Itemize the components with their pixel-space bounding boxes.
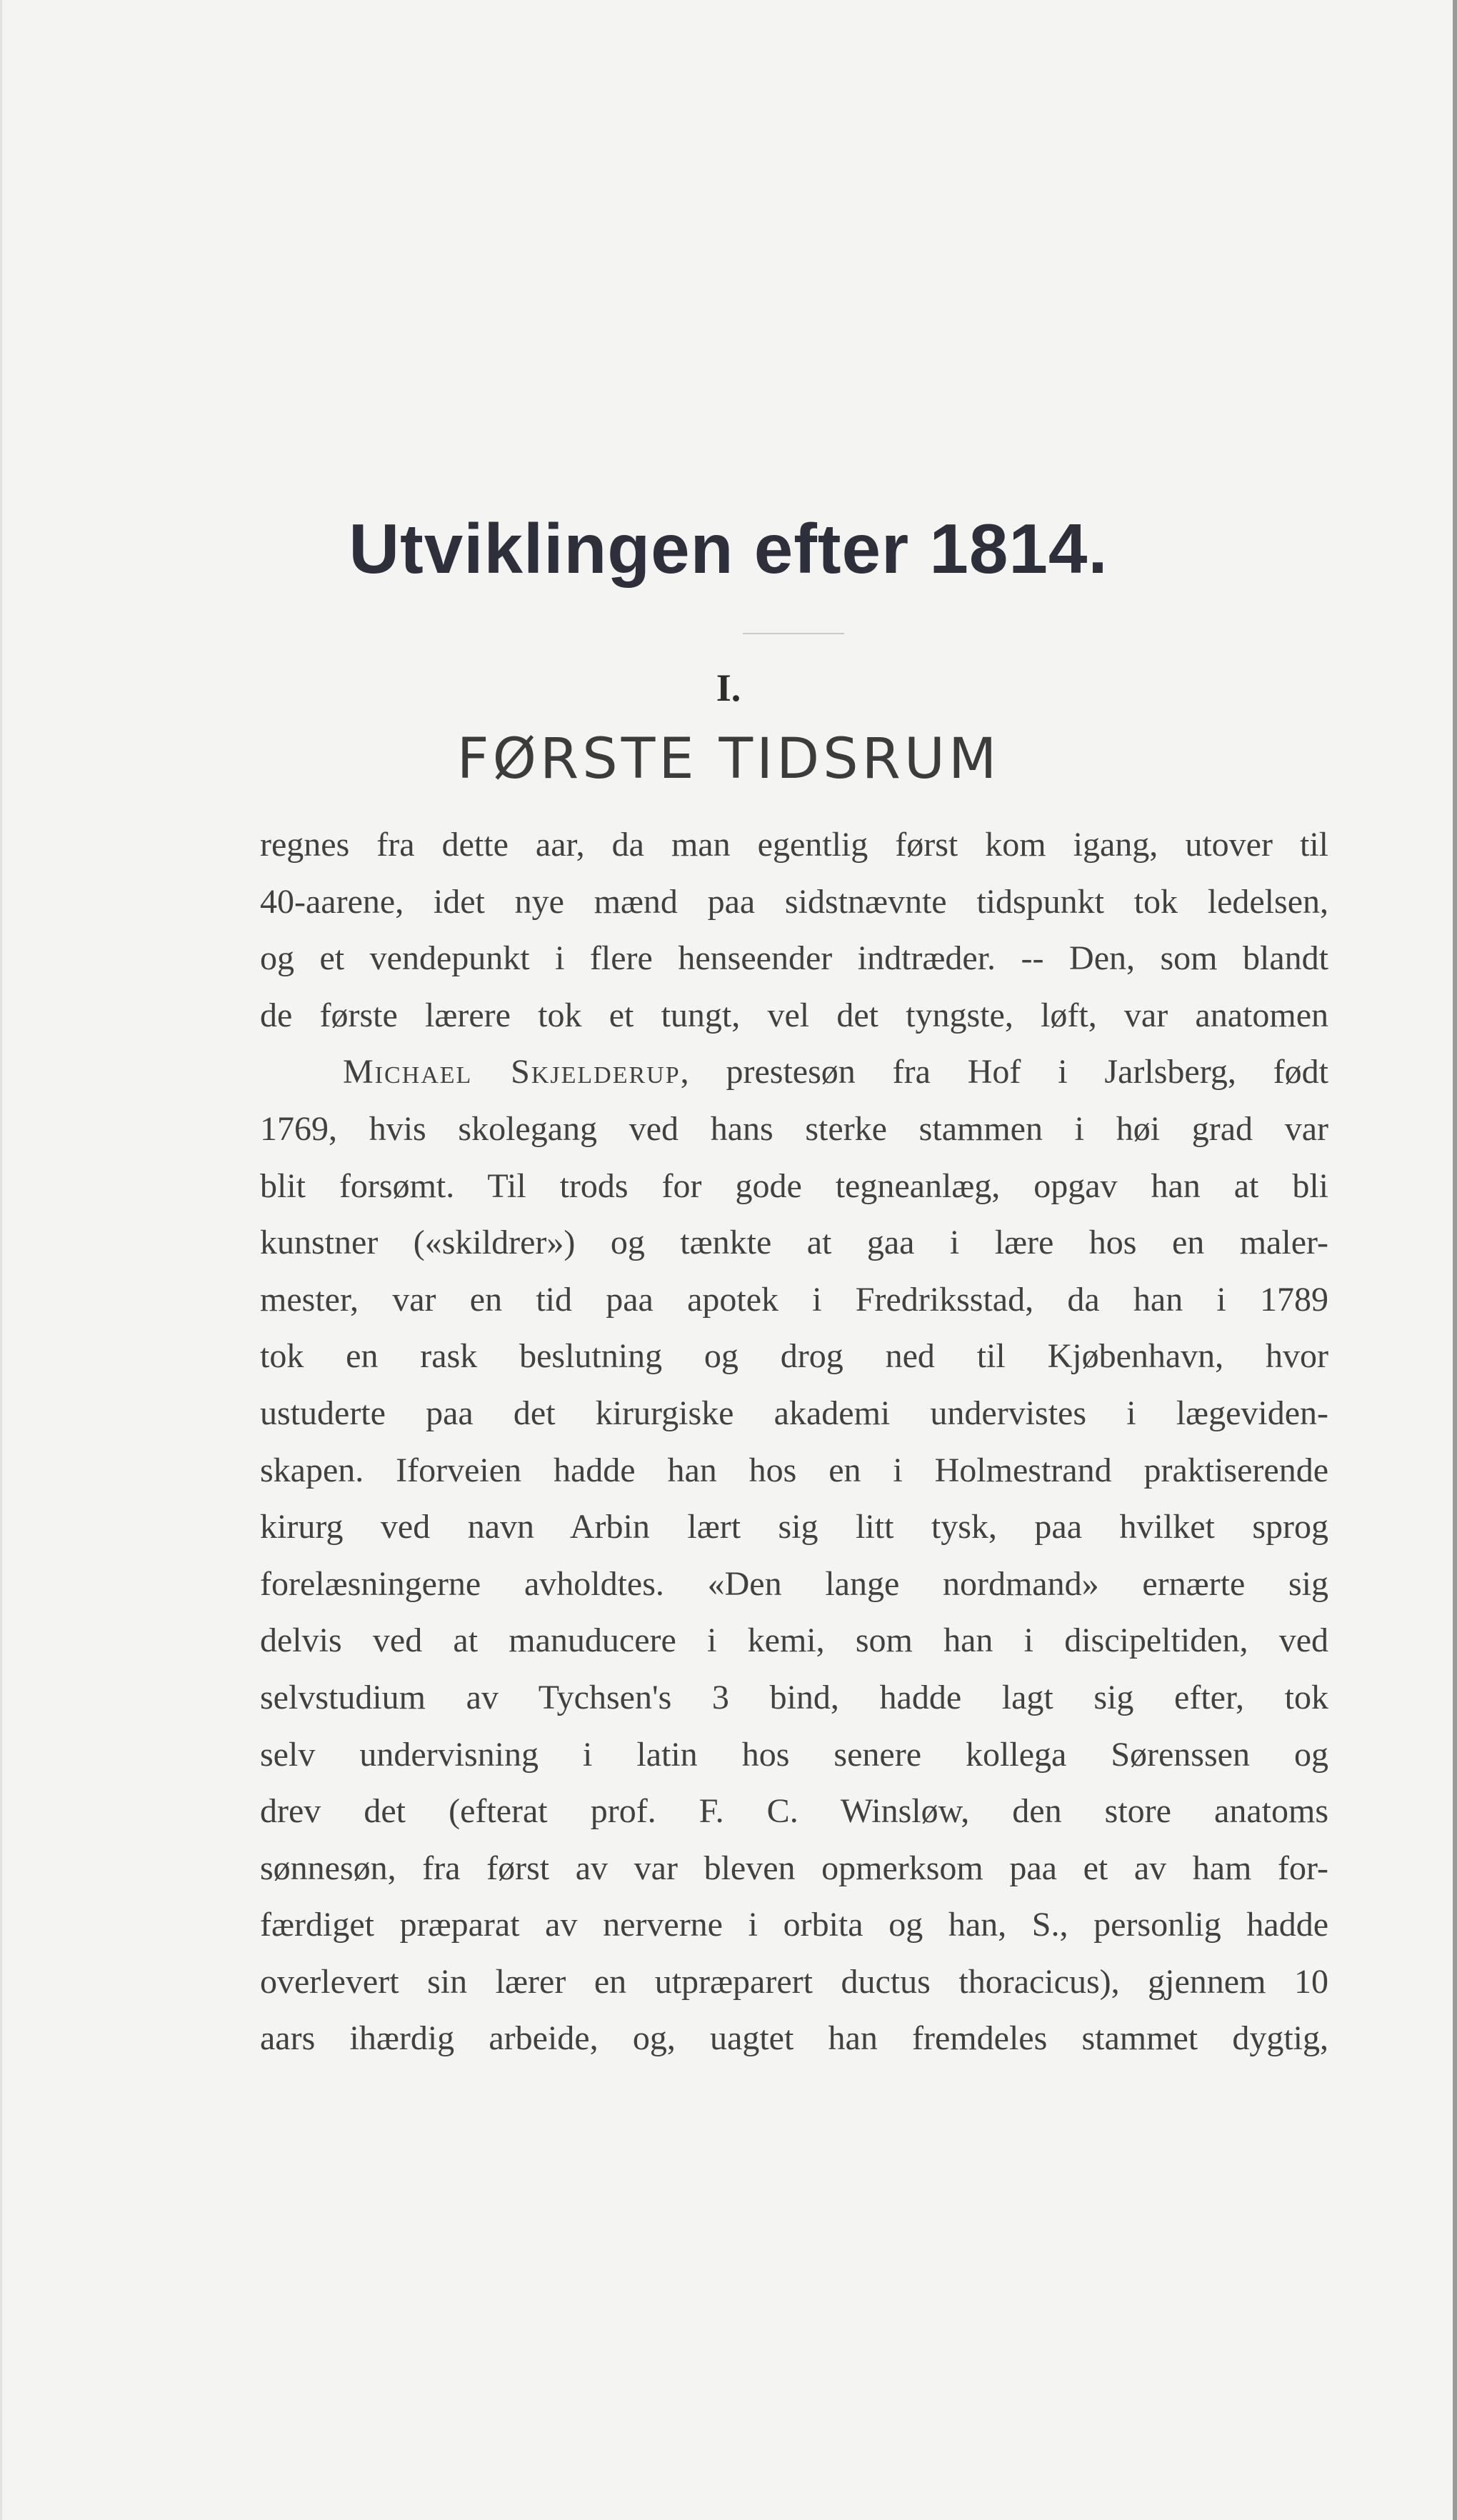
- text-line: aars ihærdig arbeide, og, uagtet han fremdeles stammet dygtig,: [260, 2019, 1328, 2058]
- text-line: [260, 1044, 1328, 1101]
- section-number: I.: [716, 666, 741, 709]
- title-divider: [743, 633, 844, 634]
- text-line: ustuderte paa det kirurgiske akademi undervistes i lægeviden-: [260, 1394, 1328, 1432]
- text-line-rest: , prestesøn fra Hof i Jarlsberg, født: [680, 1053, 1328, 1091]
- text-line: selvstudium av Tychsen's 3 bind, hadde lagt sig efter, tok: [260, 1678, 1328, 1716]
- text-line: sønnesøn, fra først av var bleven opmerksom paa et av ham for-: [260, 1849, 1328, 1887]
- person-name: Michael Skjelderup: [343, 1053, 681, 1091]
- text-line: mester, var en tid paa apotek i Fredriksstad, da han i 1789: [260, 1280, 1328, 1319]
- section-heading: FØRSTE TIDSRUM: [456, 727, 1001, 791]
- text-line: og et vendepunkt i flere henseender indtræder. -- Den, som blandt: [260, 939, 1328, 978]
- text-line: delvis ved at manuducere i kemi, som han i discipeltiden, ved: [260, 1621, 1328, 1660]
- text-line: overlevert sin lærer en utpræparert ductus thoracicus), gjennem 10: [260, 1962, 1328, 2001]
- text-line: 40-aarene, idet nye mænd paa sidstnævnte tidspunkt tok ledelsen,: [260, 882, 1328, 921]
- page-edge-left: [0, 0, 2, 2520]
- text-line: forelæsningerne avholdtes. «Den lange nordmand» ernærte sig: [260, 1564, 1328, 1603]
- text-line: regnes fra dette aar, da man egentlig først kom igang, utover til: [260, 826, 1328, 864]
- text-line: kirurg ved navn Arbin lært sig litt tysk, paa hvilket sprog: [260, 1508, 1328, 1546]
- page-edge-right: [1453, 0, 1457, 2520]
- text-line: drev det (efterat prof. F. C. Winsløw, den store anatoms: [260, 1792, 1328, 1831]
- text-line: 1769, hvis skolegang ved hans sterke stammen i høi grad var: [260, 1109, 1328, 1148]
- text-line: kunstner («skildrer») og tænkte at gaa i lære hos en maler-: [260, 1224, 1328, 1262]
- text-line: skapen. Iforveien hadde han hos en i Holmestrand praktiserende: [260, 1451, 1328, 1489]
- text-line: selv undervisning i latin hos senere kollega Sørenssen og: [260, 1735, 1328, 1774]
- body-paragraph: [260, 816, 1328, 2067]
- text-line: færdiget præparat av nerverne i orbita og han, S., personlig hadde: [260, 1906, 1328, 1944]
- text-line: blit forsømt. Til trods for gode tegneanlæg, opgav han at bli: [260, 1166, 1328, 1205]
- text-line: de første lærere tok et tungt, vel det tyngste, løft, var anatomen: [260, 996, 1328, 1034]
- text-line: tok en rask beslutning og drog ned til Kjøbenhavn, hvor: [260, 1337, 1328, 1376]
- chapter-title: Utviklingen efter 1814.: [349, 509, 1108, 588]
